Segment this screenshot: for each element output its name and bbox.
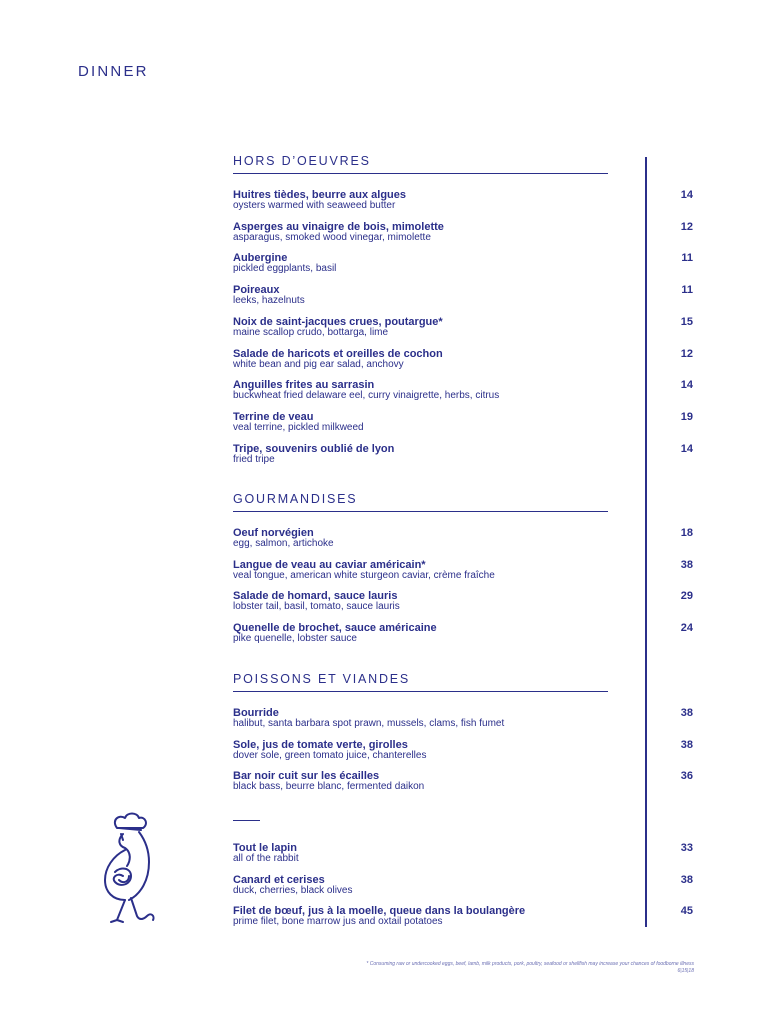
item-name: Noix de saint-jacques crues, poutargue* [233, 315, 443, 328]
item-name: Asperges au vinaigre de bois, mimolette [233, 220, 444, 233]
menu-item [233, 316, 693, 346]
chef-bird-icon [95, 810, 165, 935]
item-price: 38 [680, 738, 693, 751]
footnote-date: 6|15|18 [677, 968, 694, 974]
item-name: Quenelle de brochet, sauce américaine [233, 622, 437, 635]
menu-item [233, 189, 693, 219]
section-title: GOURMANDISES [233, 492, 358, 506]
menu-item [233, 348, 693, 378]
menu-item [233, 905, 693, 935]
item-description: asparagus, smoked wood vinegar, mimolette [233, 231, 431, 243]
menu-item [233, 443, 693, 473]
item-name: Bar noir cuit sur les écailles [233, 770, 380, 783]
footnote-disclaimer: * Consuming raw or undercooked eggs, beef, lamb, milk products, pork, poultry, seafood or shellfish may increase your chances of foodborne illness [366, 961, 694, 967]
item-description: white bean and pig ear salad, anchovy [233, 358, 404, 370]
item-name: Salade de homard, sauce lauris [233, 590, 398, 603]
item-price: 14 [680, 379, 693, 392]
section-divider [233, 511, 608, 512]
menu-item [233, 559, 693, 589]
item-description: oysters warmed with seaweed butter [233, 200, 396, 211]
short-divider [233, 820, 260, 821]
item-description: duck, cherries, black olives [233, 884, 353, 896]
item-name: Canard et cerises [233, 873, 325, 886]
item-price: 24 [680, 622, 693, 635]
menu-item [233, 284, 693, 314]
menu-item [233, 707, 693, 737]
menu-item [233, 379, 693, 409]
item-description: veal tongue, american white sturgeon caviar, crème fraîche [233, 569, 495, 581]
item-price: 45 [680, 905, 693, 918]
footnote [366, 961, 694, 975]
item-description: lobster tail, basil, tomato, sauce lauris [233, 601, 400, 613]
item-price: 14 [680, 189, 693, 201]
section-poissons-et-viandes [233, 672, 693, 793]
item-name: Tout le lapin [233, 842, 297, 854]
item-name: Langue de veau au caviar américain* [233, 558, 426, 571]
section-hors-doeuvres [233, 154, 693, 465]
menu-item [233, 252, 693, 282]
item-description: black bass, beurre blanc, fermented daikon [233, 781, 425, 793]
item-name: Anguilles frites au sarrasin [233, 379, 375, 392]
item-description: buckwheat fried delaware eel, curry vinaigrette, herbs, citrus [233, 390, 500, 402]
menu-item [233, 770, 693, 800]
section-gourmandises [233, 492, 693, 645]
menu-item [233, 874, 693, 904]
item-description: all of the rabbit [233, 853, 299, 864]
item-price: 36 [680, 770, 693, 783]
page-title: DINNER [78, 63, 149, 80]
item-price: 38 [680, 707, 693, 719]
menu-item [233, 221, 693, 251]
item-price: 19 [680, 410, 693, 423]
item-name: Aubergine [233, 252, 288, 265]
item-name: Bourride [233, 707, 279, 719]
item-name: Oeuf norvégien [233, 527, 314, 539]
menu-item [233, 622, 693, 652]
section-divider [233, 173, 608, 174]
menu-item [233, 527, 693, 557]
item-description: pickled eggplants, basil [233, 263, 337, 275]
menu-item [233, 739, 693, 769]
item-description: fried tripe [233, 453, 275, 465]
item-price: 11 [681, 284, 693, 297]
item-price: 15 [680, 315, 693, 328]
item-name: Tripe, souvenirs oublié de lyon [233, 442, 395, 455]
section-title: HORS D’OEUVRES [233, 154, 371, 168]
item-price: 29 [680, 590, 693, 603]
item-name: Sole, jus de tomate verte, girolles [233, 738, 408, 751]
menu-item [233, 411, 693, 441]
item-price: 12 [680, 220, 693, 233]
item-price: 12 [680, 347, 693, 360]
item-description: dover sole, green tomato juice, chanterelles [233, 749, 427, 761]
item-name: Terrine de veau [233, 410, 314, 423]
item-description: halibut, santa barbara spot prawn, mussels, clams, fish fumet [233, 718, 505, 729]
item-price: 38 [680, 558, 693, 571]
item-description: pike quenelle, lobster sauce [233, 633, 357, 645]
item-name: Filet de bœuf, jus à la moelle, queue dans la boulangère [233, 905, 526, 918]
item-name: Huitres tièdes, beurre aux algues [233, 189, 407, 201]
item-description: prime filet, bone marrow jus and oxtail potatoes [233, 916, 443, 928]
item-description: maine scallop crudo, bottarga, lime [233, 326, 389, 338]
item-price: 18 [680, 527, 693, 539]
item-name: Salade de haricots et oreilles de cochon [233, 347, 443, 360]
section-divider [233, 691, 608, 692]
item-price: 38 [680, 873, 693, 886]
item-price: 33 [680, 842, 693, 854]
item-description: veal terrine, pickled milkweed [233, 421, 364, 433]
section-title: POISSONS ET VIANDES [233, 672, 411, 686]
menu-item [233, 590, 693, 620]
item-description: egg, salmon, artichoke [233, 538, 334, 549]
item-name: Poireaux [233, 284, 280, 297]
item-description: leeks, hazelnuts [233, 295, 305, 307]
item-price: 11 [681, 252, 693, 265]
menu-item [233, 842, 693, 872]
item-price: 14 [680, 442, 693, 455]
